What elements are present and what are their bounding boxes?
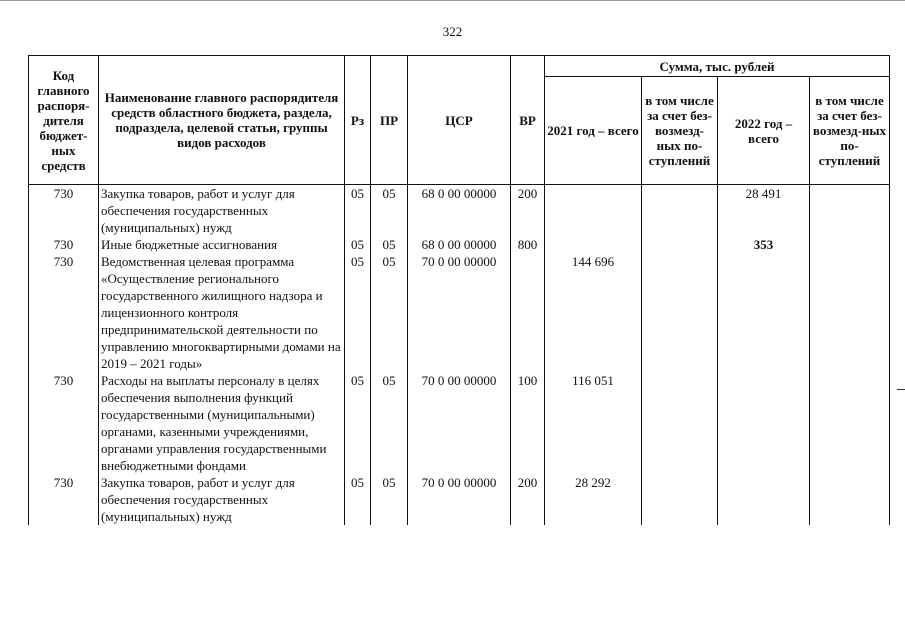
cell-code: 730 — [29, 236, 99, 253]
cell-2021-total — [545, 236, 642, 253]
header-sum-group: Сумма, тыс. рублей — [545, 56, 890, 77]
cell-csr: 70 0 00 00000 — [408, 474, 511, 525]
cell-2021-grants — [642, 236, 718, 253]
cell-vr: 200 — [511, 474, 545, 525]
header-name: Наименование главного распорядителя средств областного бюджета, раздела, подраздела, целевой статьи, группы видов расходов — [99, 56, 345, 185]
cell-2021-grants — [642, 253, 718, 372]
budget-table — [28, 55, 890, 525]
table-row — [29, 372, 890, 474]
cell-code: 730 — [29, 253, 99, 372]
cell-csr: 70 0 00 00000 — [408, 372, 511, 474]
cell-pr: 05 — [371, 253, 408, 372]
header-vr: ВР — [511, 56, 545, 185]
page-number: 322 — [442, 24, 463, 39]
cell-rz: 05 — [345, 372, 371, 474]
cell-2021-grants — [642, 372, 718, 474]
cell-2021-total: 144 696 — [545, 253, 642, 372]
cell-pr: 05 — [371, 372, 408, 474]
header-pr: ПР — [371, 56, 408, 185]
header-2021-grants: в том числе за счет без-возмезд-ных по-ступлений — [642, 77, 718, 185]
cell-pr: 05 — [371, 236, 408, 253]
cell-2022-grants — [810, 253, 890, 372]
cell-2021-grants — [642, 474, 718, 525]
cell-2022-grants — [810, 372, 890, 474]
cell-2022-grants — [810, 474, 890, 525]
cell-rz: 05 — [345, 236, 371, 253]
cell-vr — [511, 253, 545, 372]
cell-2022-grants — [810, 185, 890, 237]
cell-name: Закупка товаров, работ и услуг для обеспечения государственных (муниципальных) нужд — [99, 474, 345, 525]
cell-name: Иные бюджетные ассигнования — [99, 236, 345, 253]
cell-2021-grants — [642, 185, 718, 237]
header-rz: Рз — [345, 56, 371, 185]
cell-rz: 05 — [345, 185, 371, 237]
cell-2021-total: 28 292 — [545, 474, 642, 525]
cell-rz: 05 — [345, 253, 371, 372]
table-row — [29, 253, 890, 372]
header-2021-total: 2021 год – всего — [545, 77, 642, 185]
cell-csr: 68 0 00 00000 — [408, 185, 511, 237]
cell-name: Закупка товаров, работ и услуг для обеспечения государственных (муниципальных) нужд — [99, 185, 345, 237]
cell-2022-grants — [810, 236, 890, 253]
cell-2022-total — [718, 253, 810, 372]
cell-code: 730 — [29, 474, 99, 525]
cell-csr: 70 0 00 00000 — [408, 253, 511, 372]
cell-name: Расходы на выплаты персоналу в целях обеспечения выполнения функций государственными (муниципальными) органами, казенными учреждениями, органами управления государственными внебюджетными фондами — [99, 372, 345, 474]
header-code: Код главного распоря-дителя бюджет-ных средств — [29, 56, 99, 185]
cell-2022-total: 28 491 — [718, 185, 810, 237]
header-csr: ЦСР — [408, 56, 511, 185]
cell-rz: 05 — [345, 474, 371, 525]
cell-2022-total: 353 — [718, 236, 810, 253]
cell-code: 730 — [29, 185, 99, 237]
table-row — [29, 474, 890, 525]
cell-code: 730 — [29, 372, 99, 474]
cell-pr: 05 — [371, 474, 408, 525]
top-border-line — [0, 0, 905, 1]
cell-vr: 100 — [511, 372, 545, 474]
table-row — [29, 185, 890, 237]
table-row — [29, 236, 890, 253]
cell-csr: 68 0 00 00000 — [408, 236, 511, 253]
cell-vr: 200 — [511, 185, 545, 237]
cell-2021-total: 116 051 — [545, 372, 642, 474]
cell-name: Ведомственная целевая программа «Осуществление регионального государственного жилищного надзора и лицензионного контроля предпринимательской деятельности по управлению многоквартирными домами на 2019 – 2021 годы» — [99, 253, 345, 372]
header-2022-grants: в том числе за счет без-возмезд-ных по-ступлений — [810, 77, 890, 185]
margin-mark — [897, 389, 905, 390]
cell-2021-total — [545, 185, 642, 237]
cell-vr: 800 — [511, 236, 545, 253]
header-2022-total: 2022 год – всего — [718, 77, 810, 185]
cell-pr: 05 — [371, 185, 408, 237]
cell-2022-total — [718, 474, 810, 525]
cell-2022-total — [718, 372, 810, 474]
